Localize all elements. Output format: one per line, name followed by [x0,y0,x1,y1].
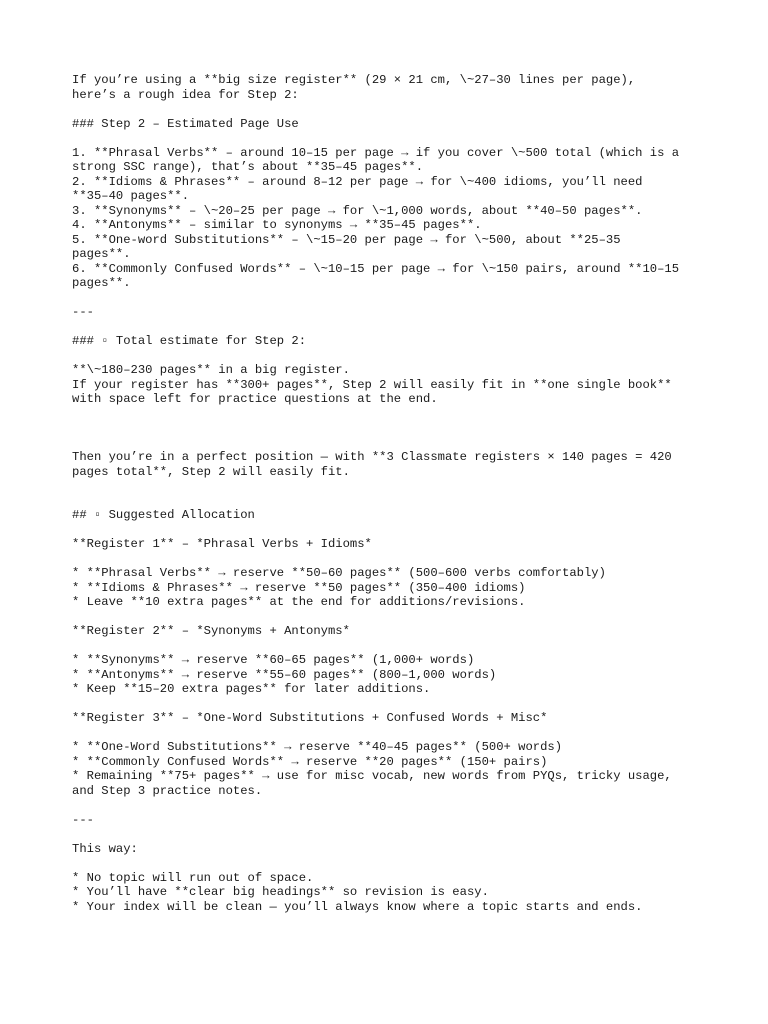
text-line: 3. **Synonyms** – \~20–25 per page → for \~1,000 words, about **40–50 pages**. [72,203,643,218]
text-line: * **Antonyms** → reserve **55–60 pages** (800–1,000 words) [72,667,497,682]
text-line [72,697,712,712]
text-line: If you’re using a **big size register** (29 × 21 cm, \~27–30 lines per page), [72,73,636,87]
text-line: ## ▫ Suggested Allocation [72,508,255,522]
text-line: 1. **Phrasal Verbs** – around 10–15 per page → if you cover \~500 total (which is a [72,145,680,160]
text-line: * No topic will run out of space. [72,870,314,885]
text-line [72,131,712,146]
text-line: * Leave **10 extra pages** at the end for additions/revisions. [72,595,526,609]
text-line: * **Commonly Confused Words** → reserve **20 pages** (150+ pairs) [72,754,548,769]
text-line: pages total**, Step 2 will easily fit. [72,464,350,479]
text-line: here’s a rough idea for Step 2: [72,87,299,102]
text-line [72,421,712,436]
text-line [72,798,712,813]
text-line: with space left for practice questions at the end. [72,392,438,406]
text-line [72,436,712,451]
text-line: **Register 3** – *One-Word Substitutions + Confused Words + Misc* [72,711,548,725]
text-line: 2. **Idioms & Phrases** – around 8–12 per page → for \~400 idioms, you’ll need [72,174,643,189]
text-line [72,610,712,625]
text-line: ### ▫ Total estimate for Step 2: [72,334,307,348]
text-line: * **Synonyms** → reserve **60–65 pages** (1,000+ words) [72,653,475,667]
text-line: **\~180–230 pages** in a big register. [72,363,350,377]
text-line [72,726,712,741]
text-line: * **Idioms & Phrases** → reserve **50 pages** (350–400 idioms) [72,580,526,595]
text-line [72,639,712,654]
text-line [72,102,712,117]
text-line: 5. **One-word Substitutions** – \~15–20 per page → for \~500, about **25–35 [72,232,621,247]
text-line: pages**. [72,276,131,290]
text-line: strong SSC range), that’s about **35–45 pages**. [72,160,424,174]
text-line: --- [72,812,94,827]
text-line: Then you’re in a perfect position — with **3 Classmate registers × 140 pages = 420 [72,450,672,464]
text-line: * Remaining **75+ pages** → use for misc vocab, new words from PYQs, tricky usage, [72,769,672,783]
text-line: * **One-Word Substitutions** → reserve **40–45 pages** (500+ words) [72,740,563,754]
text-line [72,320,712,335]
text-line: 4. **Antonyms** – similar to synonyms → **35–45 pages**. [72,218,482,232]
text-line: **Register 1** – *Phrasal Verbs + Idioms* [72,537,372,551]
text-line [72,349,712,364]
text-line: **Register 2** – *Synonyms + Antonyms* [72,624,350,638]
text-line: * You’ll have **clear big headings** so revision is easy. [72,885,489,899]
text-line: **35–40 pages**. [72,189,190,203]
text-line [72,291,712,306]
text-line [72,523,712,538]
text-line: pages**. [72,247,131,261]
text-line [72,479,712,494]
text-line: * **Phrasal Verbs** → reserve **50–60 pages** (500–600 verbs comfortably) [72,566,606,580]
text-line: If your register has **300+ pages**, Step 2 will easily fit in **one single book** [72,377,672,392]
text-line: * Keep **15–20 extra pages** for later additions. [72,682,431,696]
document-body [72,73,712,914]
text-line [72,407,712,422]
text-line [72,856,712,871]
text-line: * Your index will be clean — you’ll always know where a topic starts and ends. [72,899,643,914]
text-line [72,827,712,842]
text-line [72,552,712,567]
text-line: ### Step 2 – Estimated Page Use [72,116,299,131]
text-line: --- [72,305,94,319]
text-line: and Step 3 practice notes. [72,783,263,798]
text-line: 6. **Commonly Confused Words** – \~10–15 per page → for \~150 pairs, around **10–15 [72,261,680,276]
text-line [72,494,712,509]
text-line: This way: [72,841,138,856]
